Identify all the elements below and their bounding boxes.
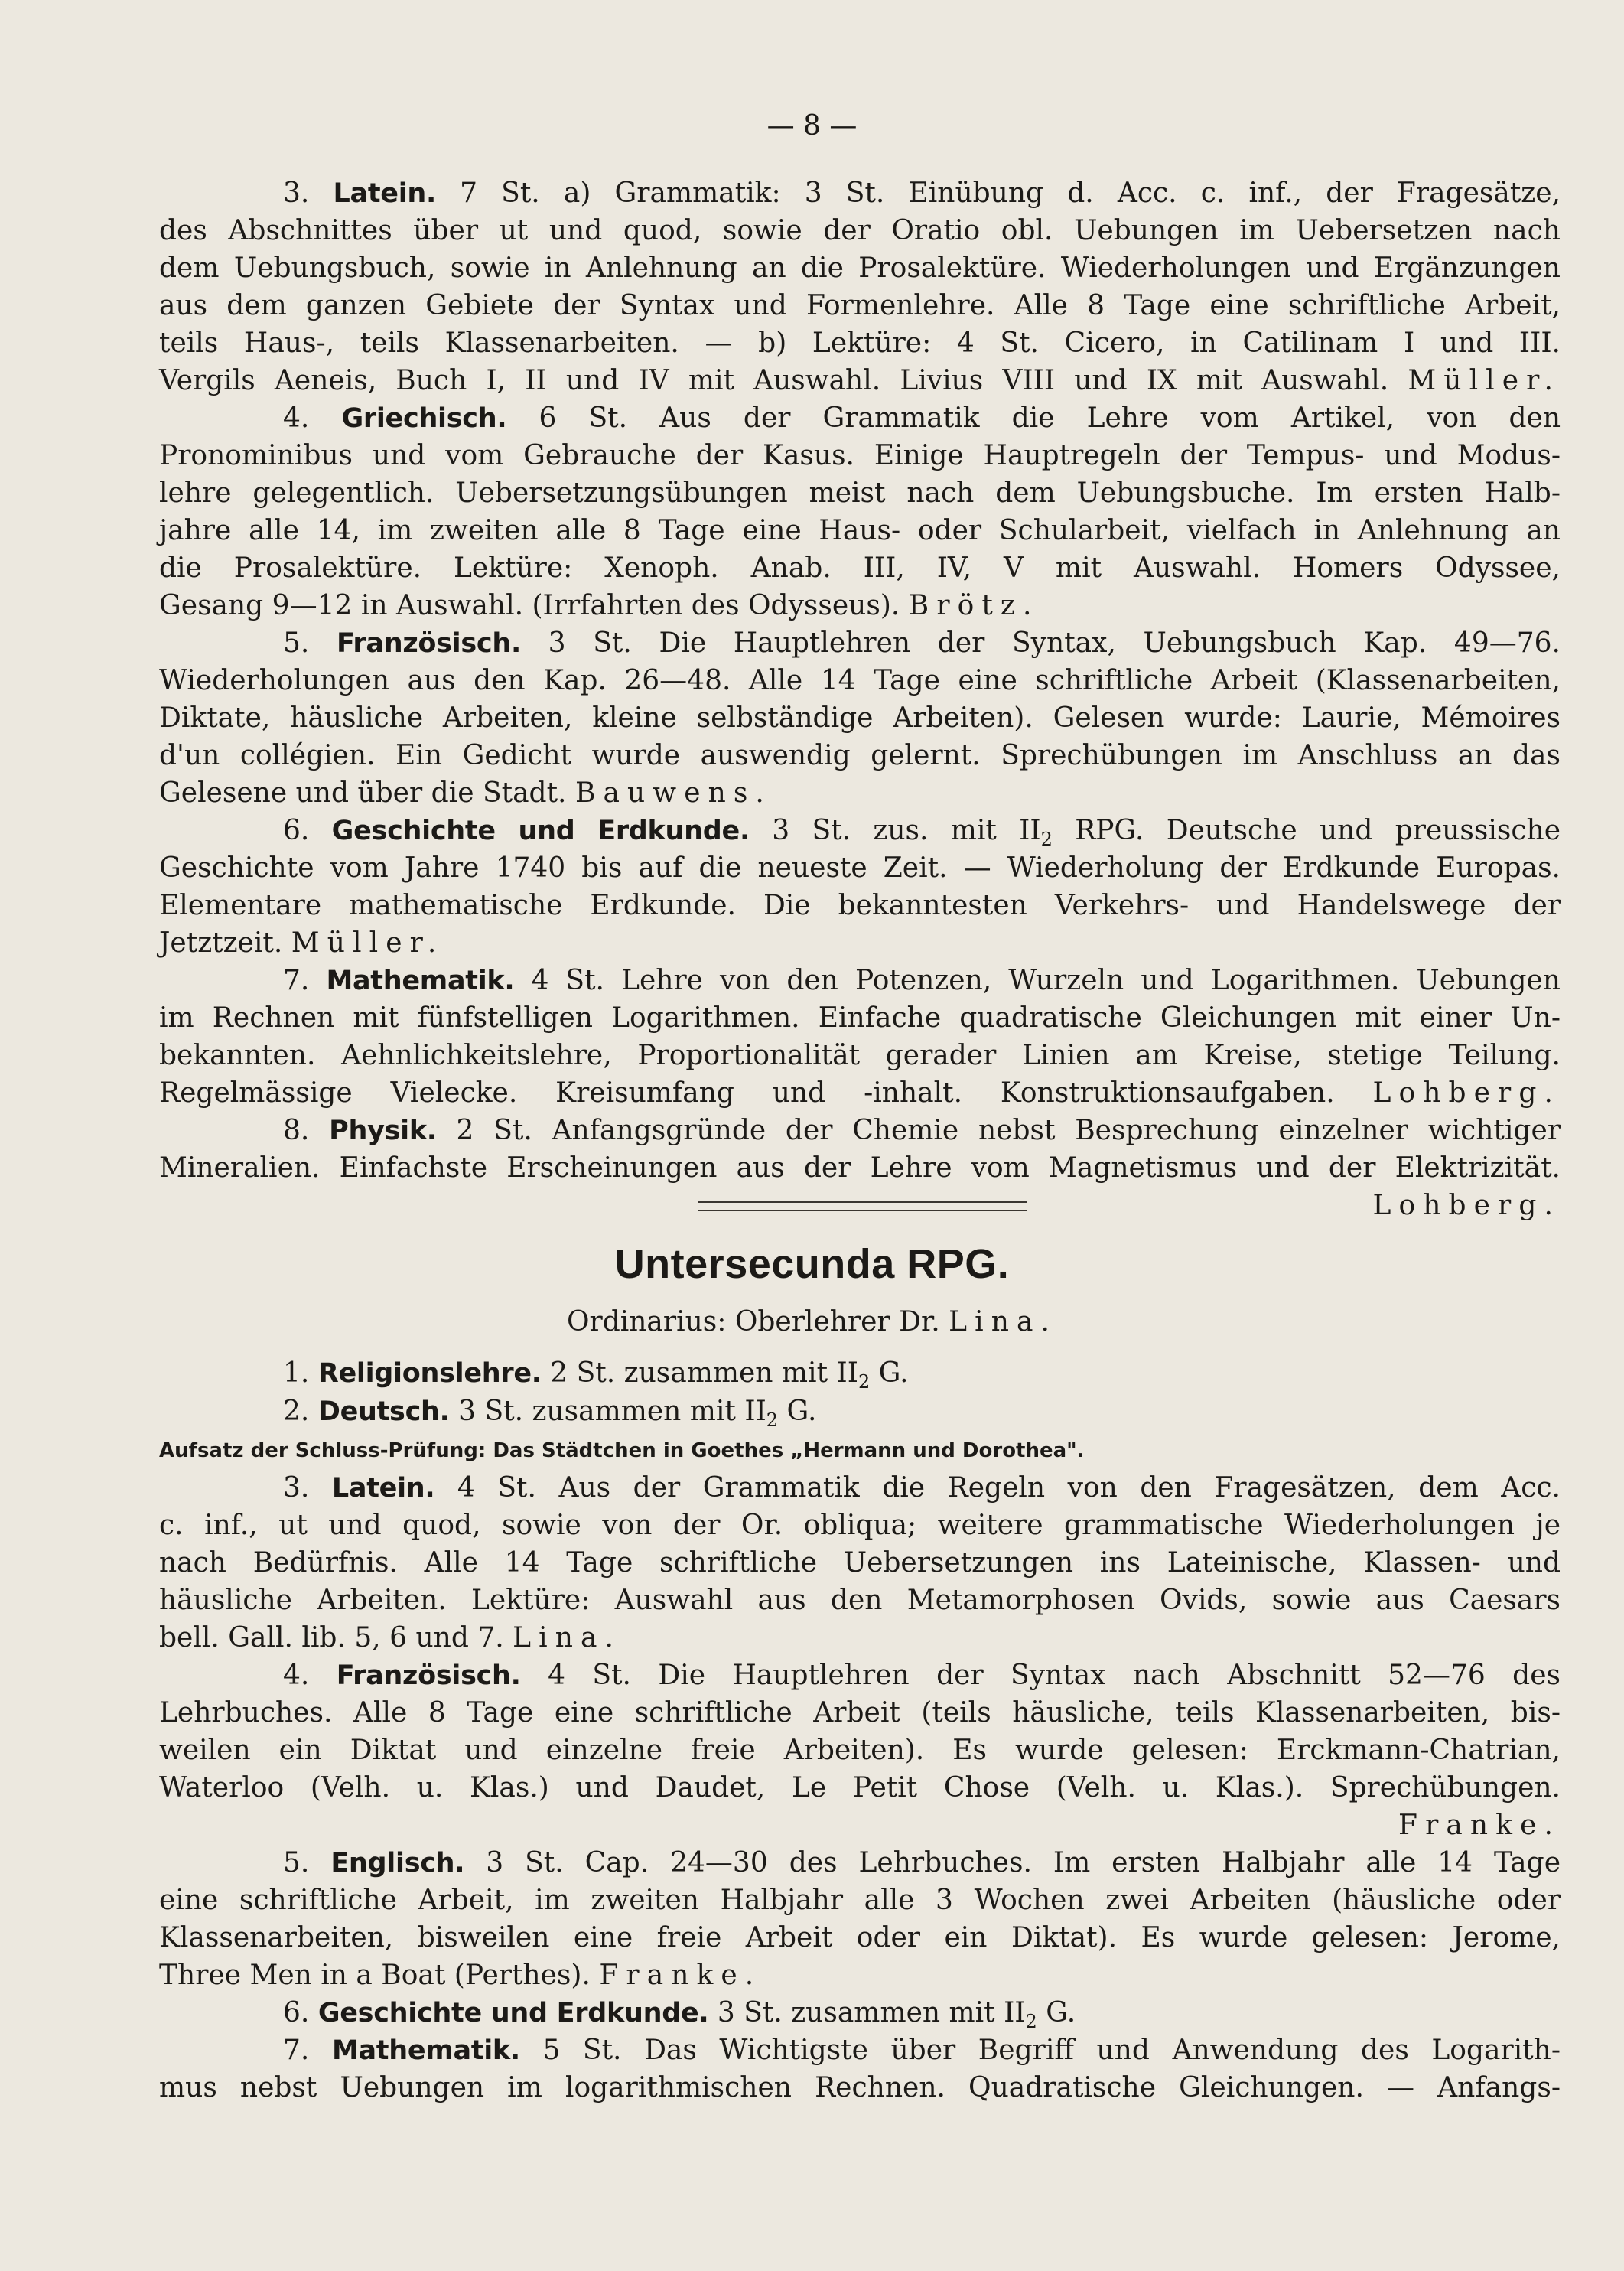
teacher-name: Müller. xyxy=(1408,365,1561,396)
aufsatz-line: Aufsatz der Schluss-Prüfung: Das Städtchen in Goethes „Hermann und Dorothea". xyxy=(159,1439,1085,1462)
u-latein-line-1: 3. Latein. 4 St. Aus der Grammatik die Regeln von den Fragesätzen, dem Acc. xyxy=(283,1472,1561,1504)
teacher-name: Brötz. xyxy=(908,590,1040,621)
mathematik-line-1: 7. Mathematik. 4 St. Lehre von den Potenzen, Wurzeln und Logarithmen. Uebungen xyxy=(283,965,1561,996)
teacher-name: Lina. xyxy=(949,1306,1058,1338)
u-latein-line-5: bell. Gall. lib. 5, 6 und 7. Lina. xyxy=(159,1622,622,1654)
franzoesisch-line-1: 5. Französisch. 3 St. Die Hauptlehren der Syntax, Uebungsbuch Kap. 49—76. xyxy=(283,627,1561,659)
teacher-name: Lohberg. xyxy=(1372,1077,1561,1109)
franzoesisch-line-5: Gelesene und über die Stadt. Bauwens. xyxy=(159,777,772,809)
geschichte-line-1: 6. Geschichte und Erdkunde. 3 St. zus. mit $II_2$ RPG. Deutsche und preussische xyxy=(283,815,1561,850)
griechisch-line-3: lehre gelegentlich. Uebersetzungsübungen meist nach dem Uebungsbuche. Im ersten Halb- xyxy=(159,477,1561,509)
mathematik-heading: Mathematik. xyxy=(326,966,515,996)
griechisch-line-4: jahre alle 14, im zweiten alle 8 Tage eine Haus- oder Schularbeit, vielfach in Anlehnung an xyxy=(159,515,1561,546)
griechisch-line-5: die Prosalektüre. Lektüre: Xenoph. Anab. III, IV, V mit Auswahl. Homers Odyssee, xyxy=(159,552,1561,584)
u-englisch-line-1: 5. Englisch. 3 St. Cap. 24—30 des Lehrbuches. Im ersten Halbjahr alle 14 Tage xyxy=(283,1847,1561,1878)
u-franzoesisch-line-3: weilen ein Diktat und einzelne freie Arbeiten). Es wurde gelesen: Erckmann-Chatrian, xyxy=(159,1735,1561,1766)
griechisch-heading: Griechisch. xyxy=(341,403,507,434)
u-latein-line-4: häusliche Arbeiten. Lektüre: Auswahl aus den Metamorphosen Ovids, sowie aus Caesars xyxy=(159,1585,1561,1616)
u-latein-line-3: nach Bedürfnis. Alle 14 Tage schriftliche Uebersetzungen ins Lateinische, Klassen- und xyxy=(159,1547,1561,1579)
latein-line-6: Vergils Aeneis, Buch I, II und IV mit Auswahl. Livius VIII und IX mit Auswahl. Müller. xyxy=(159,365,1561,396)
mathematik-line-4: Regelmässige Vielecke. Kreisumfang und -inhalt. Konstruktionsaufgaben. Lohberg. xyxy=(159,1077,1561,1109)
teacher-name: Franke. xyxy=(599,1960,762,1991)
geschichte-heading: Geschichte und Erdkunde. xyxy=(331,816,750,846)
geschichte-line-3: Elementare mathematische Erdkunde. Die bekanntesten Verkehrs- und Handelswege der xyxy=(159,890,1561,921)
page-number: — 8 — xyxy=(766,110,858,142)
latein-heading: Latein. xyxy=(333,178,436,209)
teacher-name: Franke. xyxy=(1398,1810,1561,1841)
franzoesisch-line-2: Wiederholungen aus den Kap. 26—48. Alle 14 Tage eine schriftliche Arbeit (Klassenarbeiten, xyxy=(159,665,1561,696)
deutsch-heading: Deutsch. xyxy=(317,1396,450,1427)
teacher-name: Müller. xyxy=(291,927,444,959)
u-franzoesisch-line-2: Lehrbuches. Alle 8 Tage eine schriftliche Arbeit (teils häusliche, teils Klassenarbeiten, bis- xyxy=(159,1697,1561,1729)
u-englisch-line-3: Klassenarbeiten, bisweilen eine freie Arbeit oder ein Diktat). Es wurde gelesen: Jerome, xyxy=(159,1922,1561,1953)
geschichte-line-2: Geschichte vom Jahre 1740 bis auf die neueste Zeit. — Wiederholung der Erdkunde Europas. xyxy=(159,852,1561,884)
franzoesisch-heading: Französisch. xyxy=(337,628,521,659)
griechisch-line-6: Gesang 9—12 in Auswahl. (Irrfahrten des Odysseus). Brötz. xyxy=(159,590,1040,621)
u-franzoesisch-line-4: Waterloo (Velh. u. Klas.) und Daudet, Le Petit Chose (Velh. u. Klas.). Sprechübungen. xyxy=(159,1772,1561,1803)
franzoesisch-heading: Französisch. xyxy=(336,1660,521,1691)
u-englisch-line-4: Three Men in a Boat (Perthes). Franke. xyxy=(159,1960,762,1991)
u-englisch-line-2: eine schriftliche Arbeit, im zweiten Halbjahr alle 3 Wochen zwei Arbeiten (häusliche oder xyxy=(159,1885,1561,1916)
religion-line: 1. Religionslehre. 2 St. zusammen mit $II_2$ G. xyxy=(283,1357,909,1393)
u-mathematik-line-2: mus nebst Uebungen im logarithmischen Rechnen. Quadratische Gleichungen. — Anfangs- xyxy=(159,2072,1561,2103)
u-mathematik-line-1: 7. Mathematik. 5 St. Das Wichtigste über Begriff und Anwendung des Logarith- xyxy=(283,2035,1561,2066)
ordinarius: Ordinarius: Oberlehrer Dr. Lina. xyxy=(566,1306,1058,1338)
teacher-name: Lina. xyxy=(513,1622,622,1654)
deutsch-line: 2. Deutsch. 3 St. zusammen mit $II_2$ G. xyxy=(283,1396,817,1431)
religion-heading: Religionslehre. xyxy=(317,1358,542,1389)
geschichte-heading: Geschichte und Erdkunde. xyxy=(317,1998,709,2028)
griechisch-line-1: 4. Griechisch. 6 St. Aus der Grammatik die Lehre vom Artikel, von den xyxy=(283,402,1561,434)
physik-heading: Physik. xyxy=(329,1116,437,1146)
section-title: Untersecunda RPG. xyxy=(614,1241,1010,1287)
franzoesisch-line-4: d'un collégien. Ein Gedicht wurde auswendig gelernt. Sprechübungen im Anschluss an das xyxy=(159,740,1561,771)
franzoesisch-line-3: Diktate, häusliche Arbeiten, kleine selbständige Arbeiten). Gelesen wurde: Laurie, Mémoires xyxy=(159,702,1561,734)
mathematik-line-2: im Rechnen mit fünfstelligen Logarithmen. Einfache quadratische Gleichungen mit einer Un- xyxy=(159,1002,1561,1034)
latein-line-4: aus dem ganzen Gebiete der Syntax und Formenlehre. Alle 8 Tage eine schriftliche Arbeit, xyxy=(159,290,1561,321)
latein-heading: Latein. xyxy=(331,1473,435,1504)
teacher-name: Bauwens. xyxy=(574,777,772,809)
u-geschichte-line: 6. Geschichte und Erdkunde. 3 St. zusammen mit $II_2$ G. xyxy=(283,1997,1076,2032)
physik-line-2: Mineralien. Einfachste Erscheinungen aus der Lehre vom Magnetismus und der Elektrizität. xyxy=(159,1152,1561,1184)
latein-line-2: des Abschnittes über ut und quod, sowie der Oratio obl. Uebungen im Uebersetzen nach xyxy=(159,215,1561,246)
teacher-name: Lohberg. xyxy=(1372,1190,1561,1221)
section-divider xyxy=(698,1201,1027,1211)
mathematik-heading: Mathematik. xyxy=(331,2035,520,2066)
griechisch-line-2: Pronominibus und vom Gebrauche der Kasus. Einige Hauptregeln der Tempus- und Modus- xyxy=(159,440,1561,471)
latein-line-3: dem Uebungsbuch, sowie in Anlehnung an die Prosalektüre. Wiederholungen und Ergänzungen xyxy=(159,253,1561,284)
geschichte-line-4: Jetztzeit. Müller. xyxy=(159,927,444,959)
latein-line-5: teils Haus-, teils Klassenarbeiten. — b) Lektüre: 4 St. Cicero, in Catilinam I und III. xyxy=(159,327,1561,359)
mathematik-line-3: bekannten. Aehnlichkeitslehre, Proportionalität gerader Linien am Kreise, stetige Teilung. xyxy=(159,1040,1561,1071)
u-latein-line-2: c. inf., ut und quod, sowie von der Or. obliqua; weitere grammatische Wiederholungen je xyxy=(159,1510,1561,1541)
u-franzoesisch-line-1: 4. Französisch. 4 St. Die Hauptlehren der Syntax nach Abschnitt 52—76 des xyxy=(283,1660,1561,1691)
physik-line-1: 8. Physik. 2 St. Anfangsgründe der Chemie nebst Besprechung einzelner wichtiger xyxy=(283,1115,1561,1146)
englisch-heading: Englisch. xyxy=(330,1848,465,1878)
latein-line-1: 3. Latein. 7 St. a) Grammatik: 3 St. Einübung d. Acc. c. inf., der Fragesätze, xyxy=(283,178,1561,209)
